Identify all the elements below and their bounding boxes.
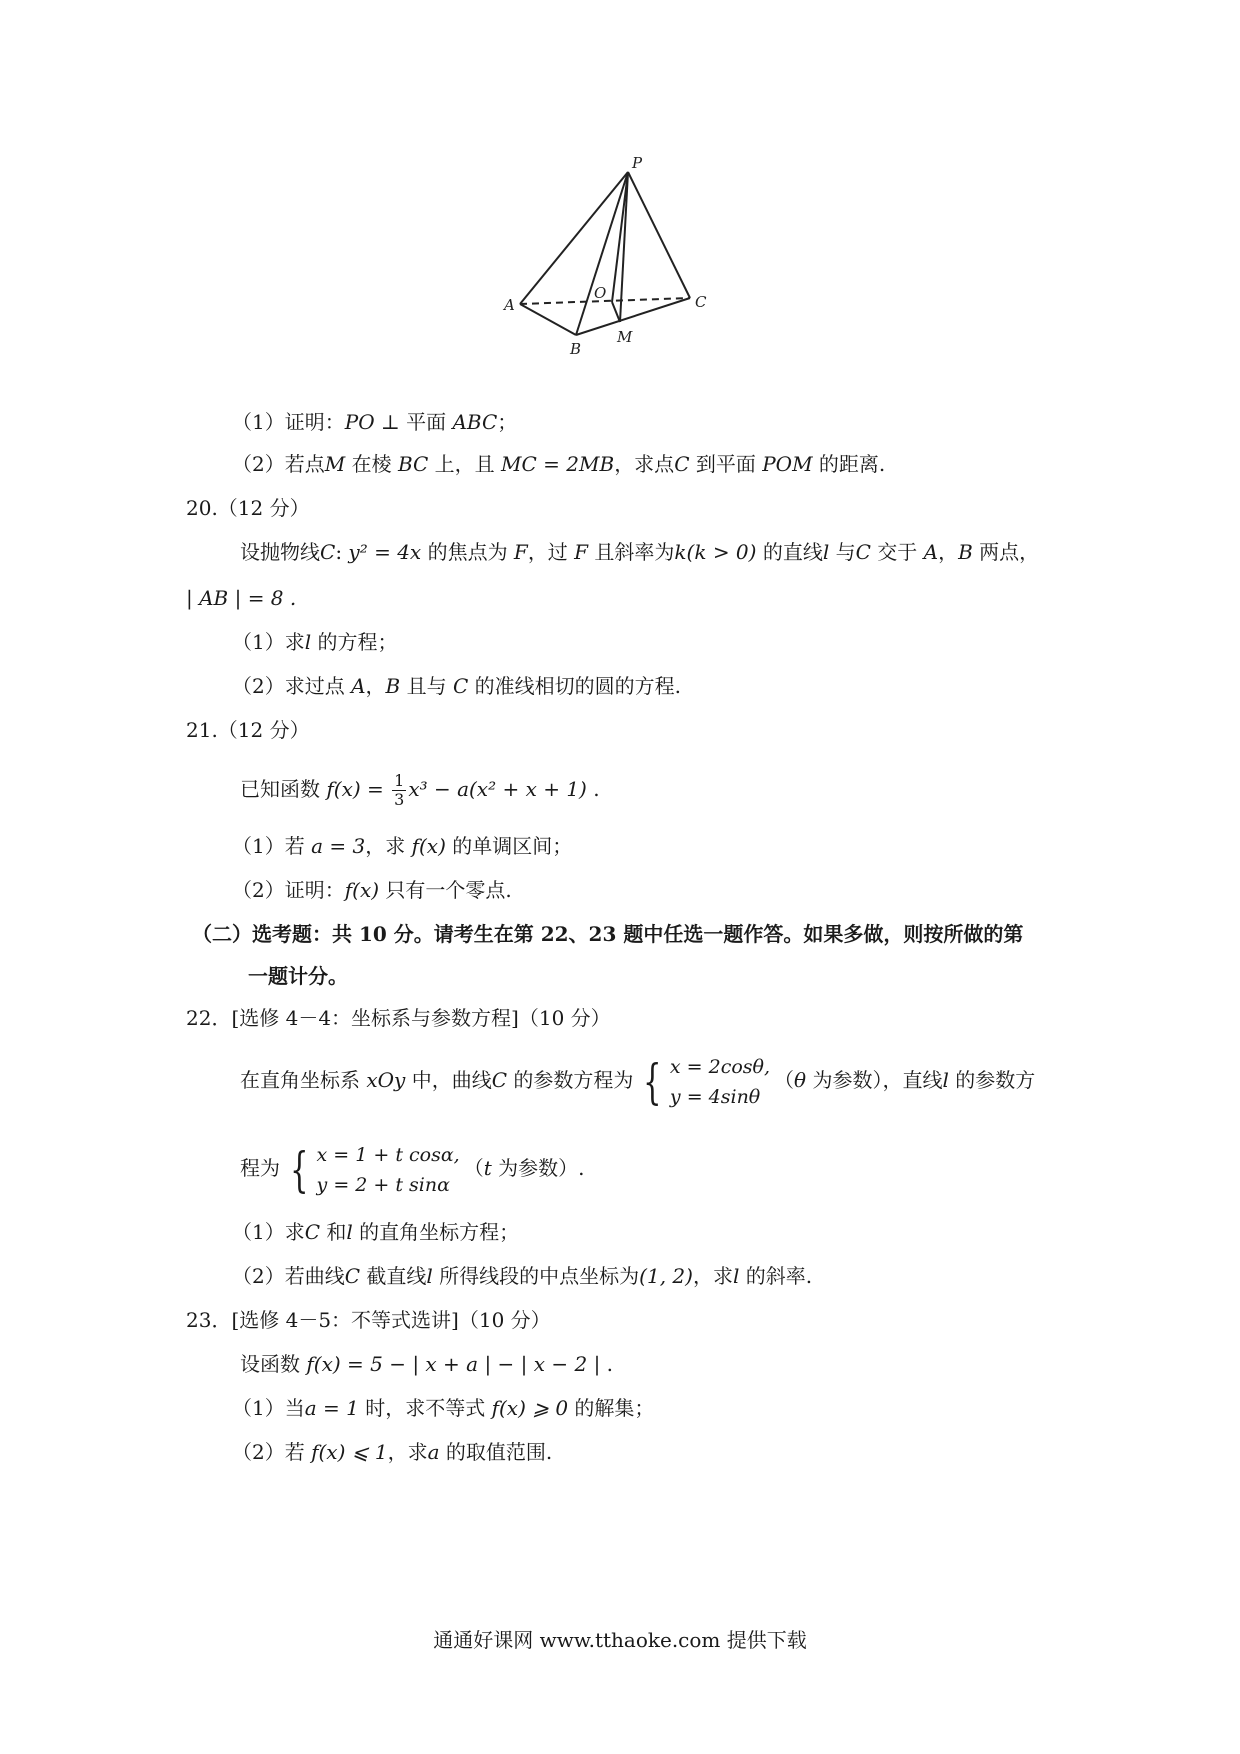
label-O: O xyxy=(594,284,607,302)
edge-OM xyxy=(612,302,620,322)
label-P: P xyxy=(632,154,643,172)
q21-part1: （1）若 a = 3，求 f(x) 的单调区间； xyxy=(232,834,573,858)
section2-line2: 一题计分。 xyxy=(248,964,348,988)
q22-part2: （2）若曲线C 截直线l 所得线段的中点坐标为(1, 2)，求l 的斜率. xyxy=(232,1264,813,1288)
q21-stem: 已知函数 f(x) = $\frac{1}{3}$ x³ − a(x² + x + 1) . xyxy=(240,771,600,809)
label-A: A xyxy=(504,296,515,314)
q23-stem: 设函数 f(x) = 5 − | x + a | − | x − 2 | . xyxy=(240,1352,614,1376)
fraction-one-third: $\frac{1}{3}$ xyxy=(394,771,405,809)
pyramid-figure xyxy=(500,150,740,390)
q22-header: 22．[选修 4－4：坐标系与参数方程]（10 分） xyxy=(186,1006,611,1030)
edge-AB xyxy=(520,304,576,335)
q23-part2: （2）若 f(x) ⩽ 1，求a 的取值范围. xyxy=(232,1440,553,1464)
q21-header: 21.（12 分） xyxy=(186,718,310,742)
label-C: C xyxy=(695,293,707,311)
q20-stem-line2: | AB | = 8 . xyxy=(186,586,297,610)
q22-part1: （1）求C 和l 的直角坐标方程； xyxy=(232,1220,520,1244)
q20-stem: 设抛物线C: y² = 4x 的焦点为 F，过 F 且斜率为k(k > 0) 的直线l 与C 交于 A，B 两点， xyxy=(240,540,1040,564)
q20-header: 20.（12 分） xyxy=(186,496,310,520)
brace-icon: { xyxy=(643,1053,662,1110)
label-B: B xyxy=(570,340,582,358)
q19-part2: （2）若点M 在棱 BC 上，且 MC = 2MB，求点C 到平面 POM 的距离. xyxy=(232,452,886,476)
q20-part1: （1）求l 的方程； xyxy=(232,630,398,654)
q19-part1: （1）证明：PO ⊥ 平面 ABC； xyxy=(232,410,518,434)
q22-stem: 在直角坐标系 xOy 中，曲线C 的参数方程为 { x = 2cosθ, y = 4sinθ （θ 为参数），直线l 的参数方 xyxy=(240,1053,1036,1110)
q23-header: 23．[选修 4－5：不等式选讲]（10 分） xyxy=(186,1308,551,1332)
q22-stem-line2: 程为 { x = 1 + t cosα, y = 2 + t sinα （t 为参数）. xyxy=(240,1141,585,1198)
param-system-line: { x = 1 + t cosα, y = 2 + t sinα xyxy=(290,1141,460,1198)
section2-line1: （二）选考题：共 10 分。请考生在第 22、23 题中任选一题作答。如果多做，则按所做的第 xyxy=(192,922,1024,946)
edge-BC xyxy=(576,298,690,335)
brace-icon: { xyxy=(290,1141,309,1198)
label-M: M xyxy=(617,328,633,346)
footer-credit: 通通好课网 www.tthaoke.com 提供下载 xyxy=(433,1628,807,1652)
param-system-curve: { x = 2cosθ, y = 4sinθ xyxy=(643,1053,771,1110)
edge-PC xyxy=(628,172,690,298)
edge-PO xyxy=(612,172,628,302)
edge-PA xyxy=(520,172,628,304)
q23-part1: （1）当a = 1 时，求不等式 f(x) ⩾ 0 的解集； xyxy=(232,1396,655,1420)
q20-part2: （2）求过点 A，B 且与 C 的准线相切的圆的方程. xyxy=(232,674,681,698)
q21-part2: （2）证明：f(x) 只有一个零点. xyxy=(232,878,512,902)
